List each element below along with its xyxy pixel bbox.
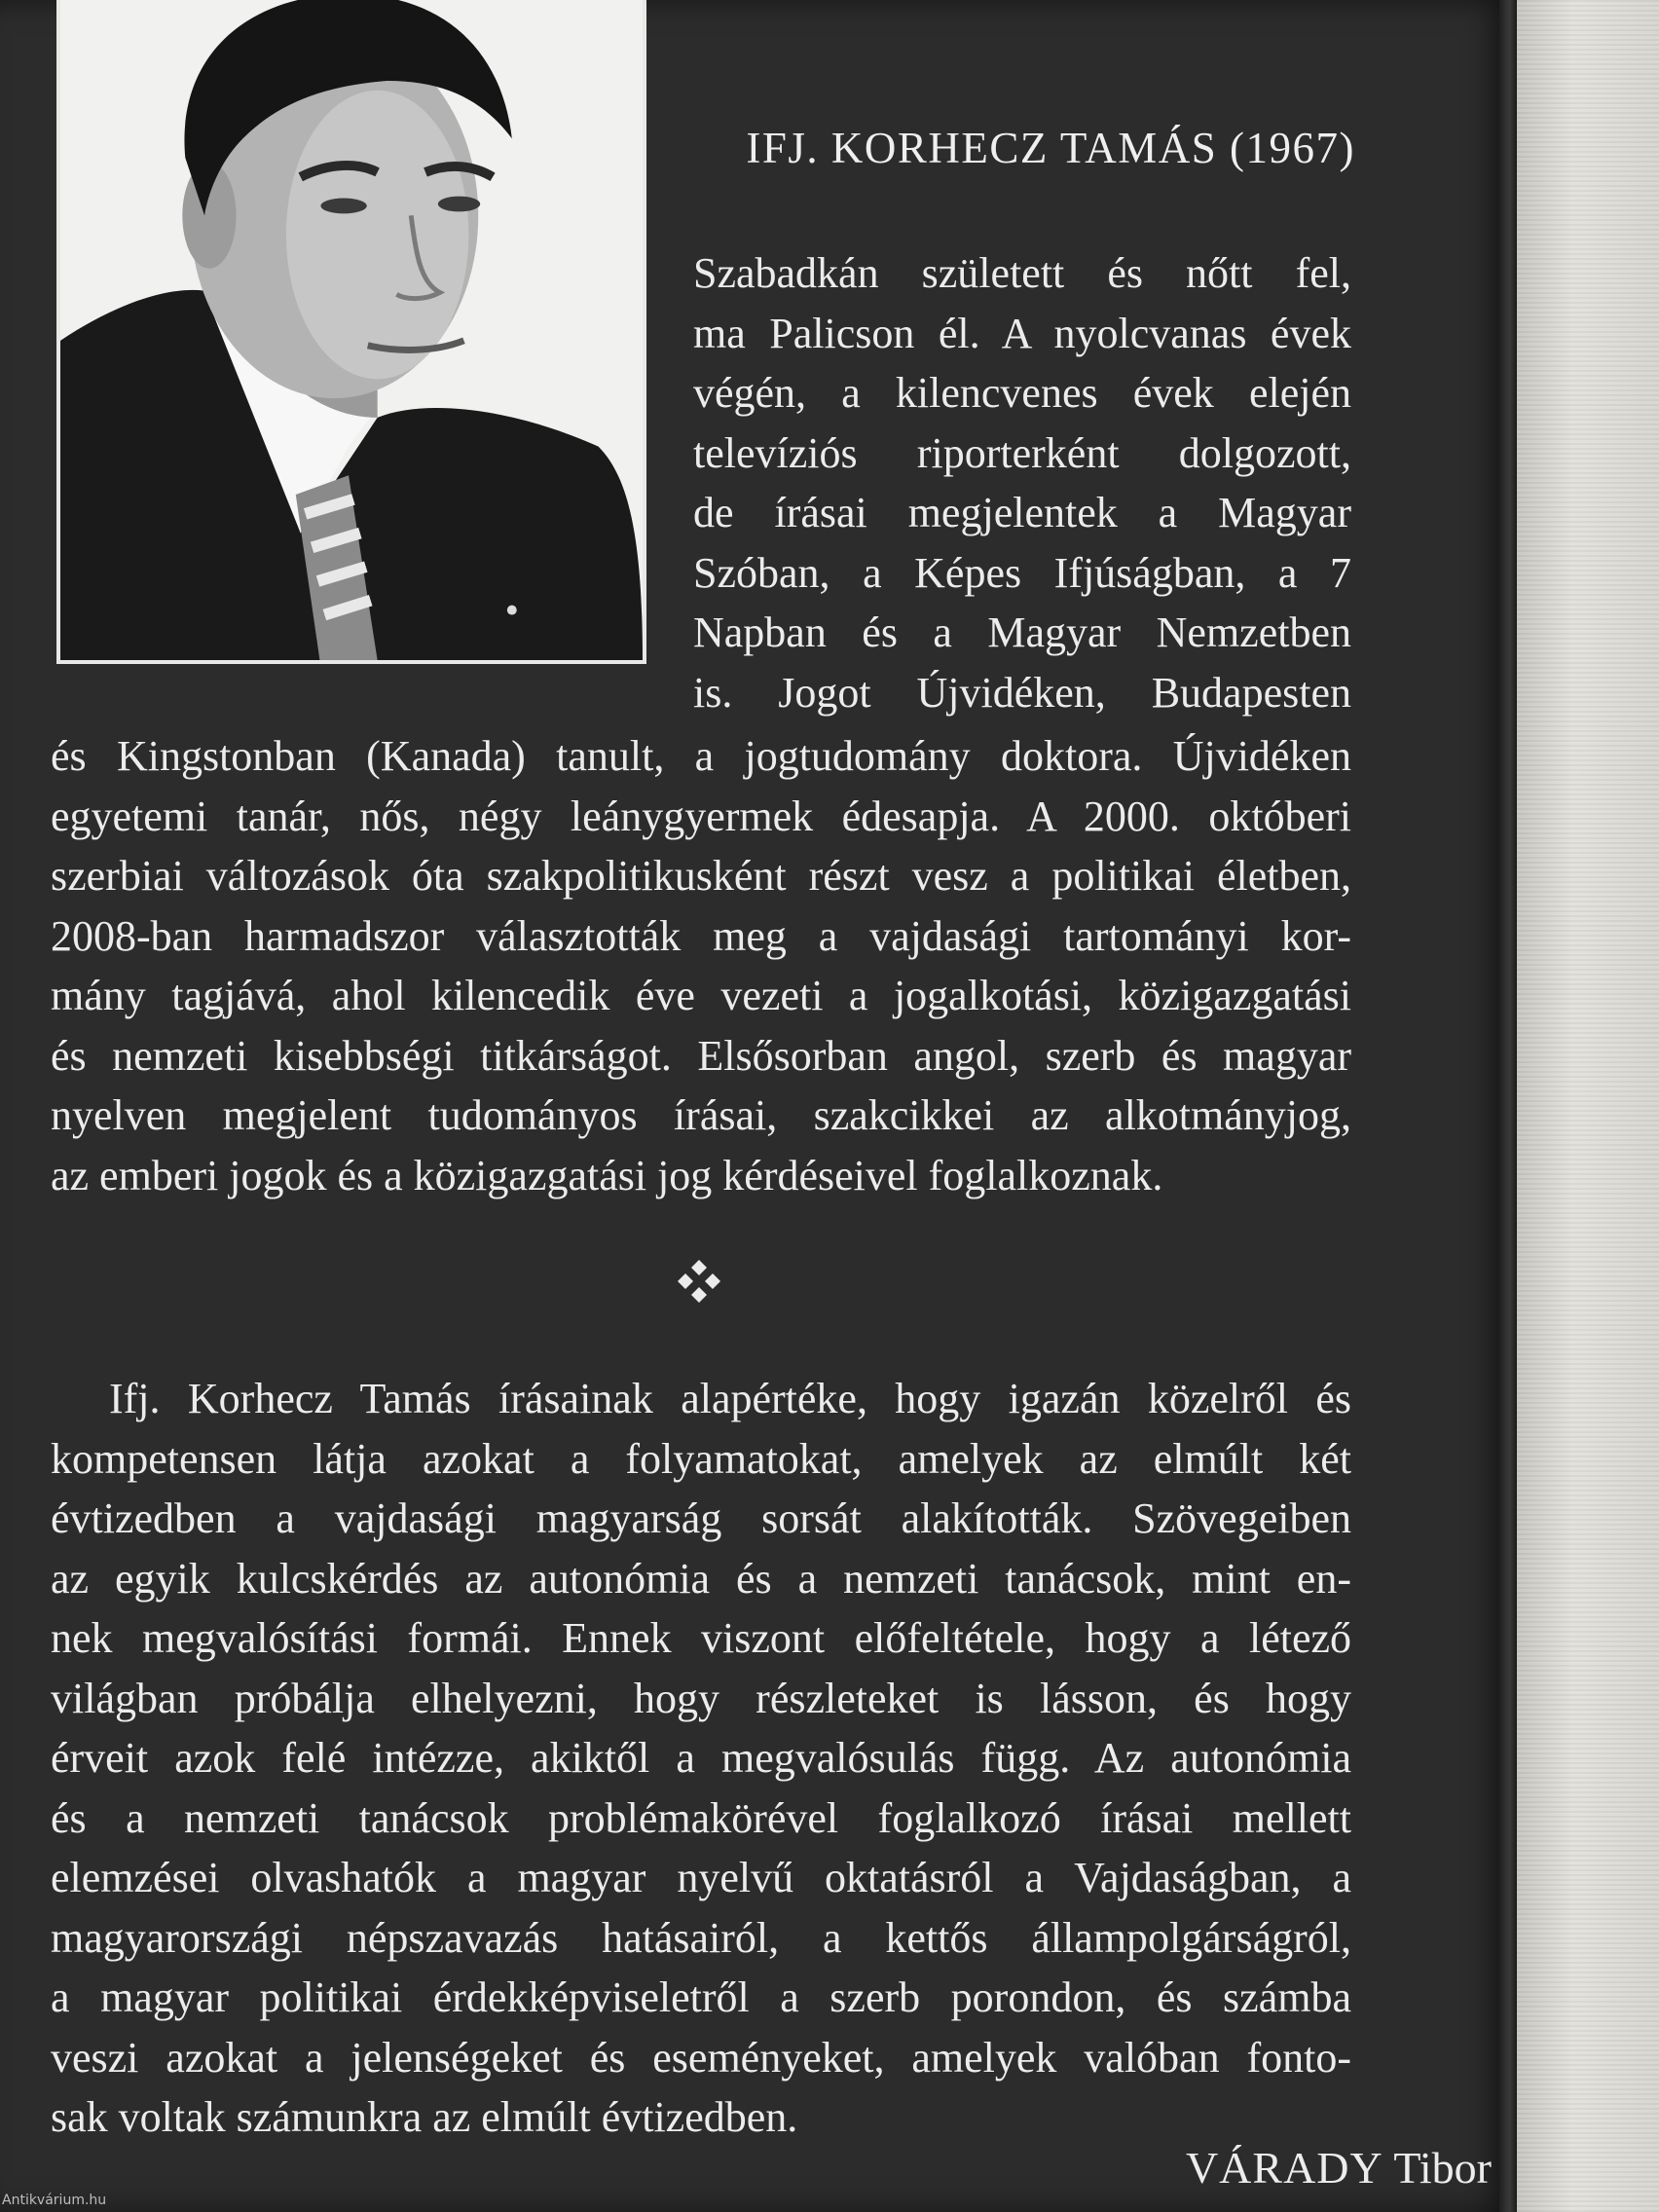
review-line: az egyik kulcskérdés az autonómia és a nemzeti tanácsok, mint en-	[51, 1554, 1351, 1603]
review-line: a magyar politikai érdekképviseletről a szerb porondon, és számba	[51, 1973, 1351, 2021]
review-line: Ifj. Korhecz Tamás írásainak alapértéke, hogy igazán közelről és	[109, 1375, 1351, 1422]
review-signature	[1186, 2142, 1492, 2194]
author-title: IFJ. KORHECZ TAMÁS (1967)	[746, 124, 1355, 172]
author-bio-top	[693, 243, 1351, 722]
review-line: veszi azokat a jelenségeket és eseményeket, amelyek valóban fonto-	[51, 2033, 1351, 2082]
review-text	[51, 1369, 1351, 2148]
signature-surname: VÁRADY	[1185, 2143, 1383, 2193]
review-line: kompetensen látja azokat a folyamatokat, amelyek az elmúlt két	[51, 1434, 1351, 1483]
page-edge-background	[1517, 0, 1659, 2212]
bio-line: és nemzeti kisebbségi titkárságot. Elsősorban angol, szerb és magyar	[51, 1031, 1351, 1080]
bio-line: Napban és a Magyar Nemzetben	[693, 608, 1351, 656]
bio-line: az emberi jogok és a közigazgatási jog kérdéseivel foglalkoznak.	[51, 1151, 1163, 1199]
author-portrait	[56, 0, 646, 664]
watermark: Antikvárium.hu	[2, 2193, 107, 2208]
review-line: sak voltak számunkra az elmúlt évtizedben.	[51, 2093, 798, 2141]
bio-line: nyelven megjelent tudományos írásai, szakcikkei az alkotmányjog,	[51, 1091, 1351, 1139]
author-portrait-image	[60, 0, 643, 660]
bio-line: is. Jogot Újvidéken, Budapesten	[693, 668, 1351, 717]
bio-line: Szabadkán született és nőtt fel,	[693, 249, 1351, 297]
bio-line: végén, a kilencvenes évek elején	[693, 369, 1351, 417]
bio-line: ma Palicson él. A nyolcvanas évek	[693, 309, 1351, 357]
review-line: elemzései olvashatók a magyar nyelvű oktatásról a Vajdaságban, a	[51, 1854, 1351, 1901]
bio-line: Szóban, a Képes Ifjúságban, a 7	[693, 548, 1351, 597]
bio-line: és Kingstonban (Kanada) tanult, a jogtudomány doktora. Újvidéken	[51, 732, 1351, 780]
signature-given-name: Tibor	[1393, 2143, 1492, 2193]
bio-line: mány tagjává, ahol kilencedik éve vezeti a jogalkotási, közigazgatási	[51, 972, 1351, 1019]
bio-line: egyetemi tanár, nős, négy leánygyermek édesapja. A 2000. októberi	[51, 792, 1351, 840]
four-diamond-ornament-icon	[674, 1256, 724, 1307]
bio-line: de írásai megjelentek a Magyar	[693, 489, 1351, 536]
review-line: és a nemzeti tanácsok problémakörével foglalkozó írásai mellett	[51, 1793, 1351, 1842]
bio-line: 2008-ban harmadszor választották meg a vajdasági tartományi kor-	[51, 911, 1351, 960]
review-line: világban próbálja elhelyezni, hogy részleteket is lásson, és hogy	[51, 1674, 1351, 1722]
author-bio-bottom	[51, 726, 1351, 1205]
review-line: évtizedben a vajdasági magyarság sorsát alakították. Szövegeiben	[51, 1494, 1351, 1542]
bio-line: televíziós riporterként dolgozott,	[693, 428, 1351, 477]
bio-line: szerbiai változások óta szakpolitikusként részt vesz a politikai életben,	[51, 852, 1351, 900]
cover-edge	[1499, 0, 1517, 2212]
review-line: magyarországi népszavazás hatásairól, a kettős állampolgárságról,	[51, 1913, 1351, 1962]
review-line: érveit azok felé intézze, akiktől a megvalósulás függ. Az autonómia	[51, 1734, 1351, 1782]
review-line: nek megvalósítási formái. Ennek viszont előfeltétele, hogy a létező	[51, 1614, 1351, 1662]
